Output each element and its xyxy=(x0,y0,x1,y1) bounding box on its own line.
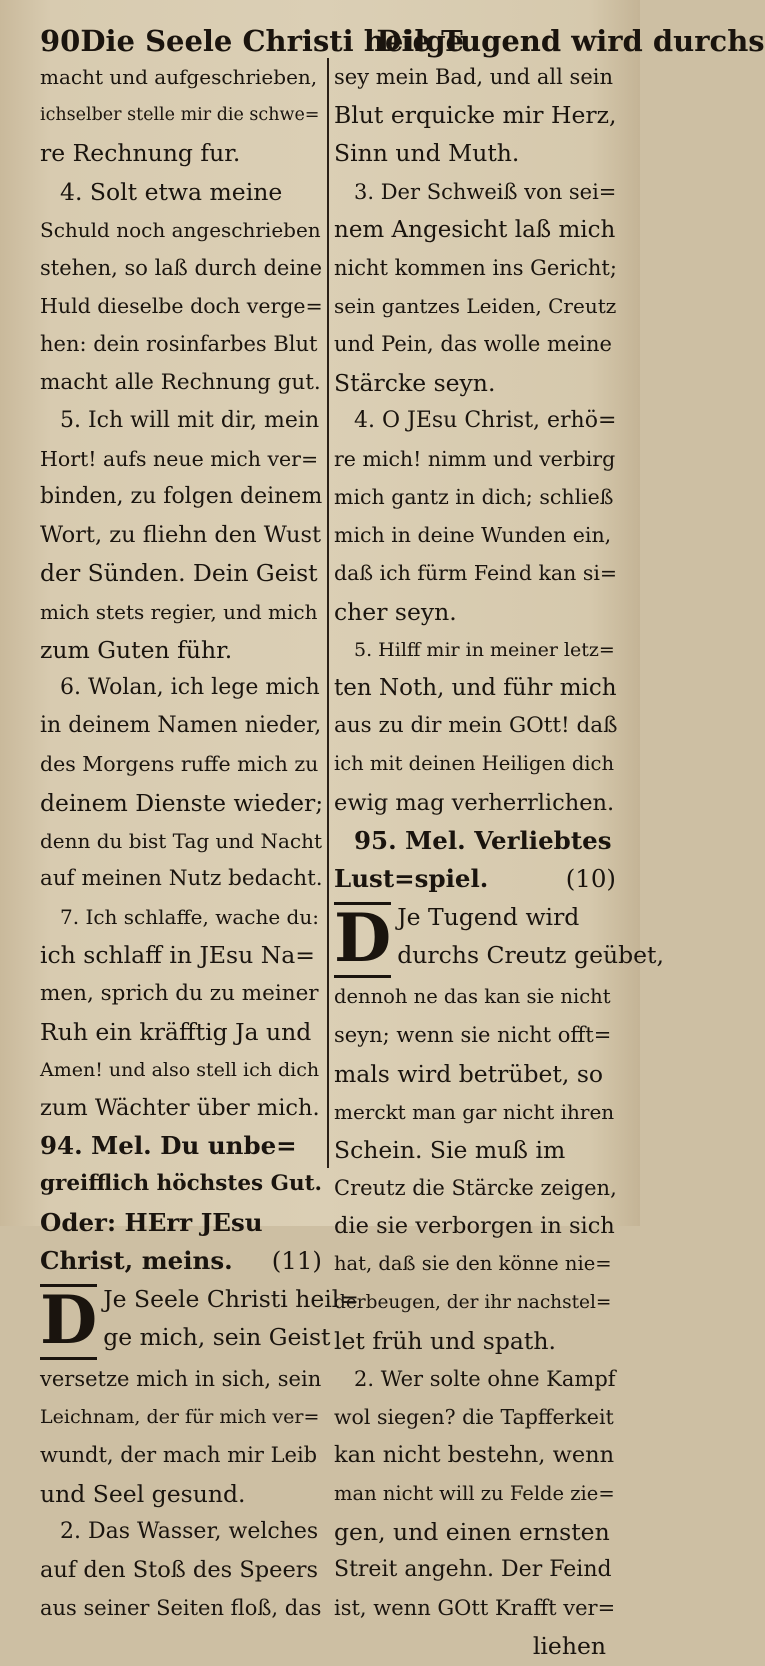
text-line: aus zu dir mein GOtt! daß xyxy=(334,713,618,739)
hymn-heading-line: greifflich höchstes Gut. xyxy=(40,1171,322,1197)
text-line: zum Wächter über mich. xyxy=(40,1095,320,1122)
text-line: Je Tugend wird xyxy=(397,903,580,932)
right-bottom-text xyxy=(334,978,616,1665)
text-line: aus seiner Seiten floß, das xyxy=(40,1596,322,1621)
text-line: hat, daß sie den könne nie= xyxy=(334,1252,612,1276)
text-line: der Sünden. Dein Geist xyxy=(40,559,318,588)
hymn-heading-line: 95. Mel. Verliebtes xyxy=(354,825,612,855)
text-line: Schuld noch angeschrieben xyxy=(40,217,321,242)
left-bottom-text xyxy=(40,1360,322,1627)
text-line: kan nicht bestehn, wenn xyxy=(334,1442,615,1469)
drop-cap: D xyxy=(334,899,392,978)
text-line: derbeugen, der ihr nachstel= xyxy=(334,1291,612,1313)
text-line: auf den Stoß des Speers xyxy=(40,1556,319,1583)
verse-start: 5. Ich will mit dir, mein xyxy=(60,407,320,433)
text-line: wol siegen? die Tapfferkeit xyxy=(334,1405,614,1430)
catchword: liehen xyxy=(532,1632,606,1661)
text-line: zum Guten führ. xyxy=(40,635,233,664)
text-line: Stärcke seyn. xyxy=(334,368,496,397)
left-top-text xyxy=(40,58,322,1127)
verse-start: 3. Der Schweiß von sei= xyxy=(354,179,617,204)
verse-start: 7. Ich schlaffe, wache du: xyxy=(60,905,319,930)
text-line: seyn; wenn sie nicht offt= xyxy=(334,1023,612,1048)
verse-start: 6. Wolan, ich lege mich xyxy=(60,675,320,700)
text-line: ich mit deinen Heiligen dich xyxy=(334,752,615,776)
text-line: let früh und spath. xyxy=(334,1326,556,1355)
text-line: die sie verborgen in sich xyxy=(334,1213,615,1240)
text-line: ewig mag verherrlichen. xyxy=(334,789,615,816)
left-column xyxy=(40,58,359,1621)
verse-start: 4. Solt etwa meine xyxy=(60,177,283,206)
verse-start: 5. Hilff mir in meiner letz= xyxy=(354,638,615,661)
hymn-94-heading xyxy=(40,1127,322,1280)
text-line: mich gantz in dich; schließ xyxy=(334,485,614,510)
verse-start: 2. Das Wasser, welches xyxy=(60,1518,319,1544)
text-line: Sinn und Muth. xyxy=(334,139,520,168)
text-line: wundt, der mach mir Leib xyxy=(40,1443,318,1468)
text-line: Je Seele Christi heil= xyxy=(103,1285,359,1313)
verse-start: 2. Wer solte ohne Kampf xyxy=(354,1367,616,1391)
hymn-heading-line: 94. Mel. Du unbe= xyxy=(40,1131,297,1161)
text-line: Ruh ein kräfftig Ja und xyxy=(40,1017,312,1046)
text-line: denn du bist Tag und Nacht xyxy=(40,828,322,853)
text-line: stehen, so laß durch deine xyxy=(40,255,323,280)
hymn-heading-text: Christ, meins. xyxy=(40,1245,233,1275)
header-right-title: Die Tugend wird durchs xyxy=(376,24,765,58)
text-line: binden, zu folgen deinem xyxy=(40,484,323,510)
text-line: dennoh ne das kan sie nicht xyxy=(334,985,611,1009)
text-line: in deinem Namen nieder, xyxy=(40,713,322,739)
text-line: nem Angesicht laß mich xyxy=(334,216,616,243)
column-divider xyxy=(327,58,329,1168)
text-line: man nicht will zu Felde zie= xyxy=(334,1481,615,1505)
text-line: macht alle Rechnung gut. xyxy=(40,369,321,395)
text-line: gen, und einen ernsten xyxy=(334,1517,610,1546)
hymn-heading-line xyxy=(334,860,616,898)
text-line: ich schlaff in JEsu Na= xyxy=(40,941,315,970)
text-line: nicht kommen ins Gericht; xyxy=(334,255,617,280)
text-line: mich in deine Wunden ein, xyxy=(334,523,612,548)
text-line: deinem Dienste wieder; xyxy=(40,788,324,817)
text-line: Leichnam, der für mich ver= xyxy=(40,1406,320,1429)
text-line: sein gantzes Leiden, Creutz xyxy=(334,294,617,319)
text-line: re Rechnung fur. xyxy=(40,139,241,168)
page-number: 90 xyxy=(40,24,81,58)
text-line: mals wird betrübet, so xyxy=(334,1059,604,1088)
text-line: Huld dieselbe doch verge= xyxy=(40,294,323,319)
hymn-heading-text: Lust=spiel. xyxy=(334,863,489,893)
text-line: durchs Creutz geübet, xyxy=(397,941,664,970)
text-line: Hort! aufs neue mich ver= xyxy=(40,446,319,471)
text-line: ist, wenn GOtt Krafft ver= xyxy=(334,1596,616,1621)
text-line: und Pein, das wolle meine xyxy=(334,332,612,357)
drop-cap: D xyxy=(40,1281,98,1359)
hymn-95-opening xyxy=(334,898,664,978)
text-line: merckt man gar nicht ihren xyxy=(334,1099,615,1124)
hymn-95-heading xyxy=(334,822,616,898)
hymn-heading-line xyxy=(40,1242,322,1280)
hymn-94-opening xyxy=(40,1280,359,1360)
text-line: re mich! nimm und verbirg xyxy=(334,446,616,471)
text-line: Creutz die Stärcke zeigen, xyxy=(334,1176,617,1201)
text-line: Amen! und also stell ich dich xyxy=(40,1058,320,1081)
text-line: cher seyn. xyxy=(334,597,457,626)
text-line: mich stets regier, und mich xyxy=(40,599,318,624)
text-line: macht und aufgeschrieben, xyxy=(40,65,318,89)
verse-start: 4. O JEsu Christ, erhö= xyxy=(354,407,617,433)
text-line: Schein. Sie muß im xyxy=(334,1135,566,1164)
text-line: des Morgens ruffe mich zu xyxy=(40,752,319,777)
text-line: Blut erquicke mir Herz, xyxy=(334,101,617,130)
text-line: Wort, zu fliehn den Wust xyxy=(40,522,322,549)
text-line: auf meinen Nutz bedacht. xyxy=(40,865,323,891)
hymn-verse-count: (11) xyxy=(271,1245,322,1275)
text-line: und Seel gesund. xyxy=(40,1479,246,1508)
text-line: men, sprich du zu meiner xyxy=(40,980,319,1006)
right-top-text xyxy=(334,58,616,822)
hymn-heading-line: Oder: HErr JEsu xyxy=(40,1207,263,1237)
text-line: Streit angehn. Der Feind xyxy=(334,1556,612,1582)
text-line: hen: dein rosinfarbes Blut xyxy=(40,332,318,357)
text-line: versetze mich in sich, sein xyxy=(40,1367,322,1391)
hymn-verse-count: (10) xyxy=(565,863,616,893)
text-line: ichselber stelle mir die schwe= xyxy=(40,105,320,126)
text-line: ge mich, sein Geist xyxy=(103,1323,331,1352)
text-line: ten Noth, und führ mich xyxy=(334,675,617,701)
text-line: sey mein Bad, und all sein xyxy=(334,65,613,89)
header-left-title: Die Seele Christi heilge xyxy=(80,24,465,58)
text-line: daß ich fürm Feind kan si= xyxy=(334,561,618,586)
right-column xyxy=(334,58,664,1661)
